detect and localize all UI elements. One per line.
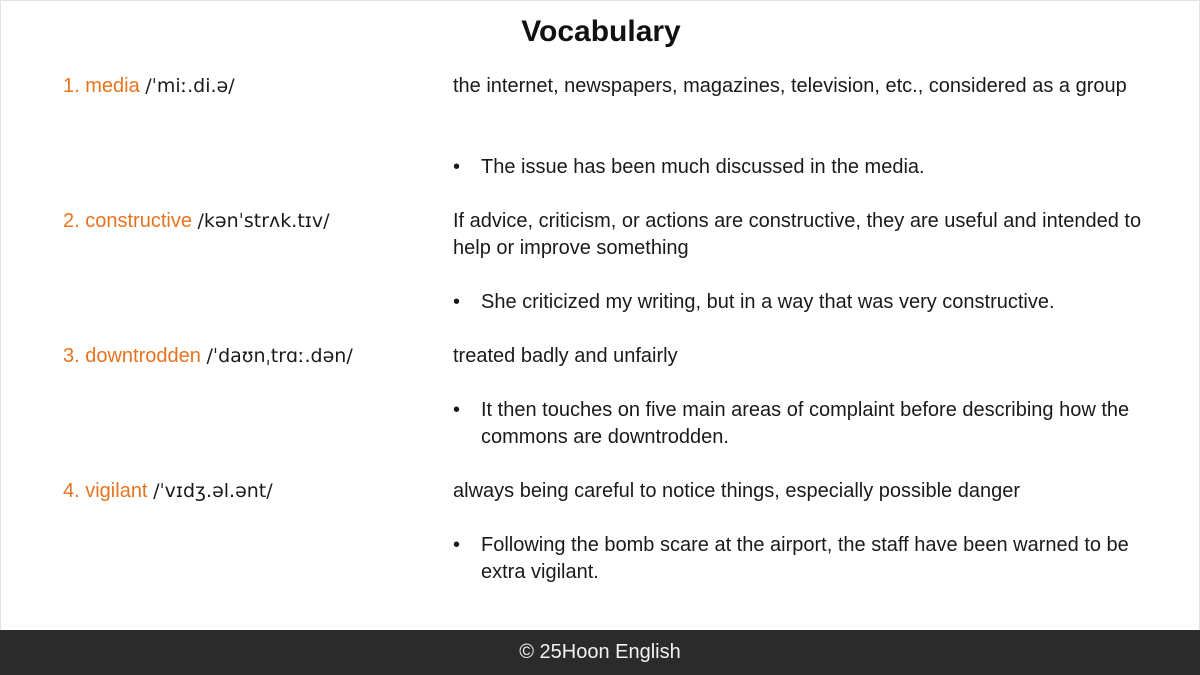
example-text: The issue has been much discussed in the media. [481, 156, 925, 178]
term-example [453, 397, 1163, 451]
term-definition: always being careful to notice things, especially possible danger [453, 480, 1021, 502]
term-pronunciation: /kənˈstrʌk.tɪv/ [197, 210, 330, 232]
vocab-term [63, 343, 353, 370]
term-word: 1. media [63, 75, 140, 97]
vocab-term [63, 478, 273, 505]
term-word: 2. constructive [63, 210, 192, 232]
vocab-term [63, 208, 329, 235]
term-example [453, 289, 1163, 316]
bullet-icon: • [453, 399, 461, 421]
term-definition: the internet, newspapers, magazines, television, etc., considered as a group [453, 75, 1127, 97]
term-definition: If advice, criticism, or actions are constructive, they are useful and intended to help or improve something [453, 210, 1142, 259]
bullet-icon: • [453, 156, 461, 178]
term-pronunciation: /ˈdaʊnˌtrɑː.dən/ [206, 345, 353, 367]
bullet-icon: • [453, 534, 461, 556]
term-pronunciation: /ˈvɪdʒ.əl.ənt/ [153, 480, 273, 502]
term-example [453, 154, 1163, 181]
term-word: 3. downtrodden [63, 345, 201, 367]
term-word: 4. vigilant [63, 480, 148, 502]
term-example [453, 532, 1163, 586]
example-text: It then touches on five main areas of complaint before describing how the commons are downtrodden. [481, 399, 1130, 448]
term-pronunciation: /ˈmiː.di.ə/ [145, 75, 235, 97]
vocab-term [63, 73, 235, 100]
example-text: She criticized my writing, but in a way that was very constructive. [481, 291, 1055, 313]
page-title: Vocabulary [521, 15, 681, 48]
footer-copyright: © 25Hoon English [0, 630, 1200, 675]
bullet-icon: • [453, 291, 461, 313]
example-text: Following the bomb scare at the airport, the staff have been warned to be extra vigilant. [481, 534, 1129, 583]
term-definition: treated badly and unfairly [453, 345, 678, 367]
